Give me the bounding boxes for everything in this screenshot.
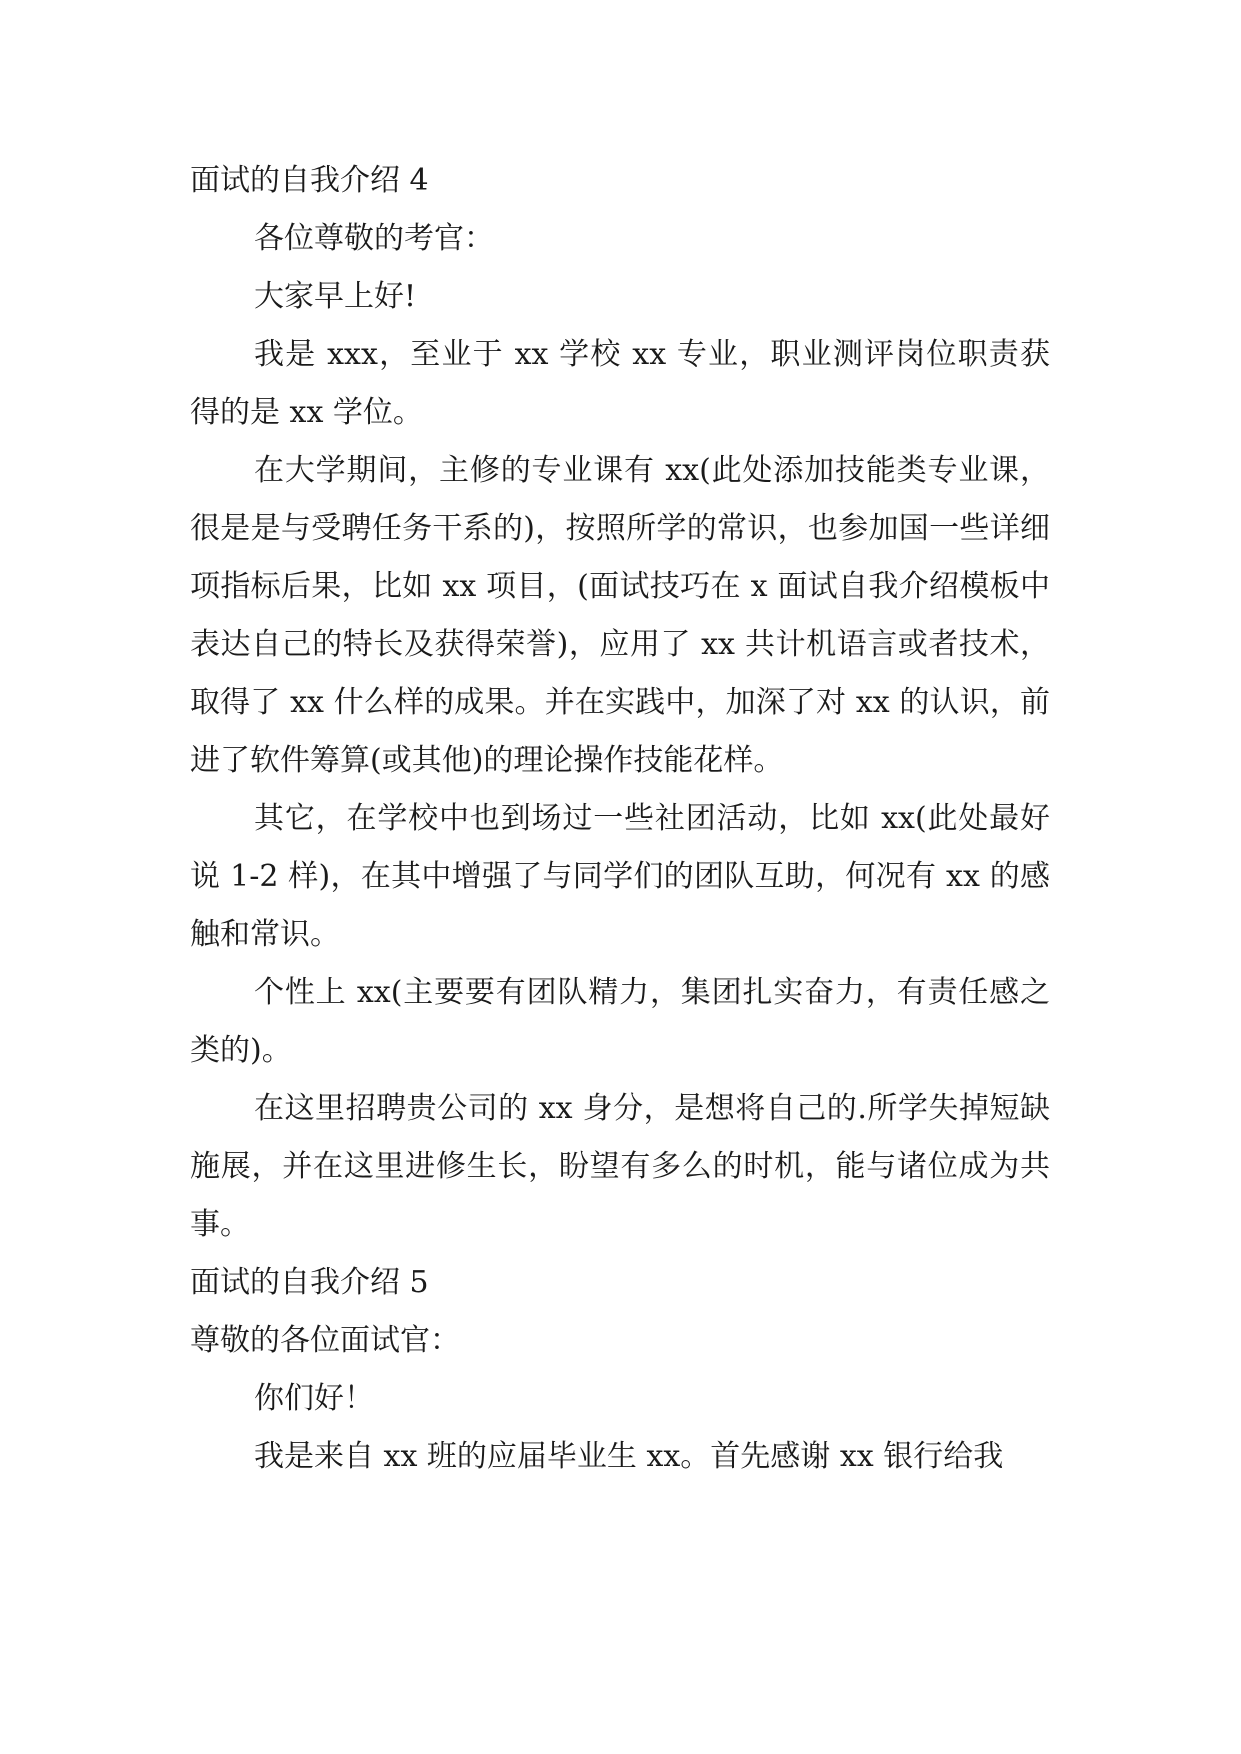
section-heading-4: 面试的自我介绍 4 [190,163,429,198]
greeting: 大家早上好! [254,279,417,314]
paragraph-personality: 个性上 xx(主要要有团队精力，集团扎实奋力，有责任感之类的)。 [190,975,1050,1068]
paragraph-activities: 其它，在学校中也到场过一些社团活动，比如 xx(此处最好说 1-2 样)，在其中增强了与同学们的团队互助，何况有 xx 的感触和常识。 [190,801,1050,952]
salutation: 各位尊敬的考官： [254,221,494,256]
paragraph-education: 我是 xxx，至业于 xx 学校 xx 专业，职业测评岗位职责获得的是 xx 学位。 [190,337,1050,430]
section-heading-5: 面试的自我介绍 5 [190,1265,429,1300]
document-body [190,152,1050,1486]
paragraph-intro-5: 我是来自 xx 班的应届毕业生 xx。首先感谢 xx 银行给我 [254,1439,1004,1474]
paragraph-courses: 在大学期间，主修的专业课有 xx(此处添加技能类专业课，很是是与受聘任务干系的)，按照所学的常识，也参加国一些详细项指标后果，比如 xx 项目，(面试技巧在 x 面试自我介绍模板中表达自己的特长及获得荣誉)，应用了 xx 共计机语言或者技术，取得了 xx 什么样的成果。并在实践中，加深了对 xx 的认识，前进了软件筹算(或其他)的理论操作技能花样。 [190,453,1050,778]
paragraph-motivation: 在这里招聘贵公司的 xx 身分，是想将自己的.所学失掉短缺施展，并在这里进修生长，盼望有多么的时机，能与诸位成为共事。 [190,1091,1050,1242]
greeting-5: 你们好！ [254,1381,374,1416]
salutation-5: 尊敬的各位面试官： [190,1323,460,1358]
